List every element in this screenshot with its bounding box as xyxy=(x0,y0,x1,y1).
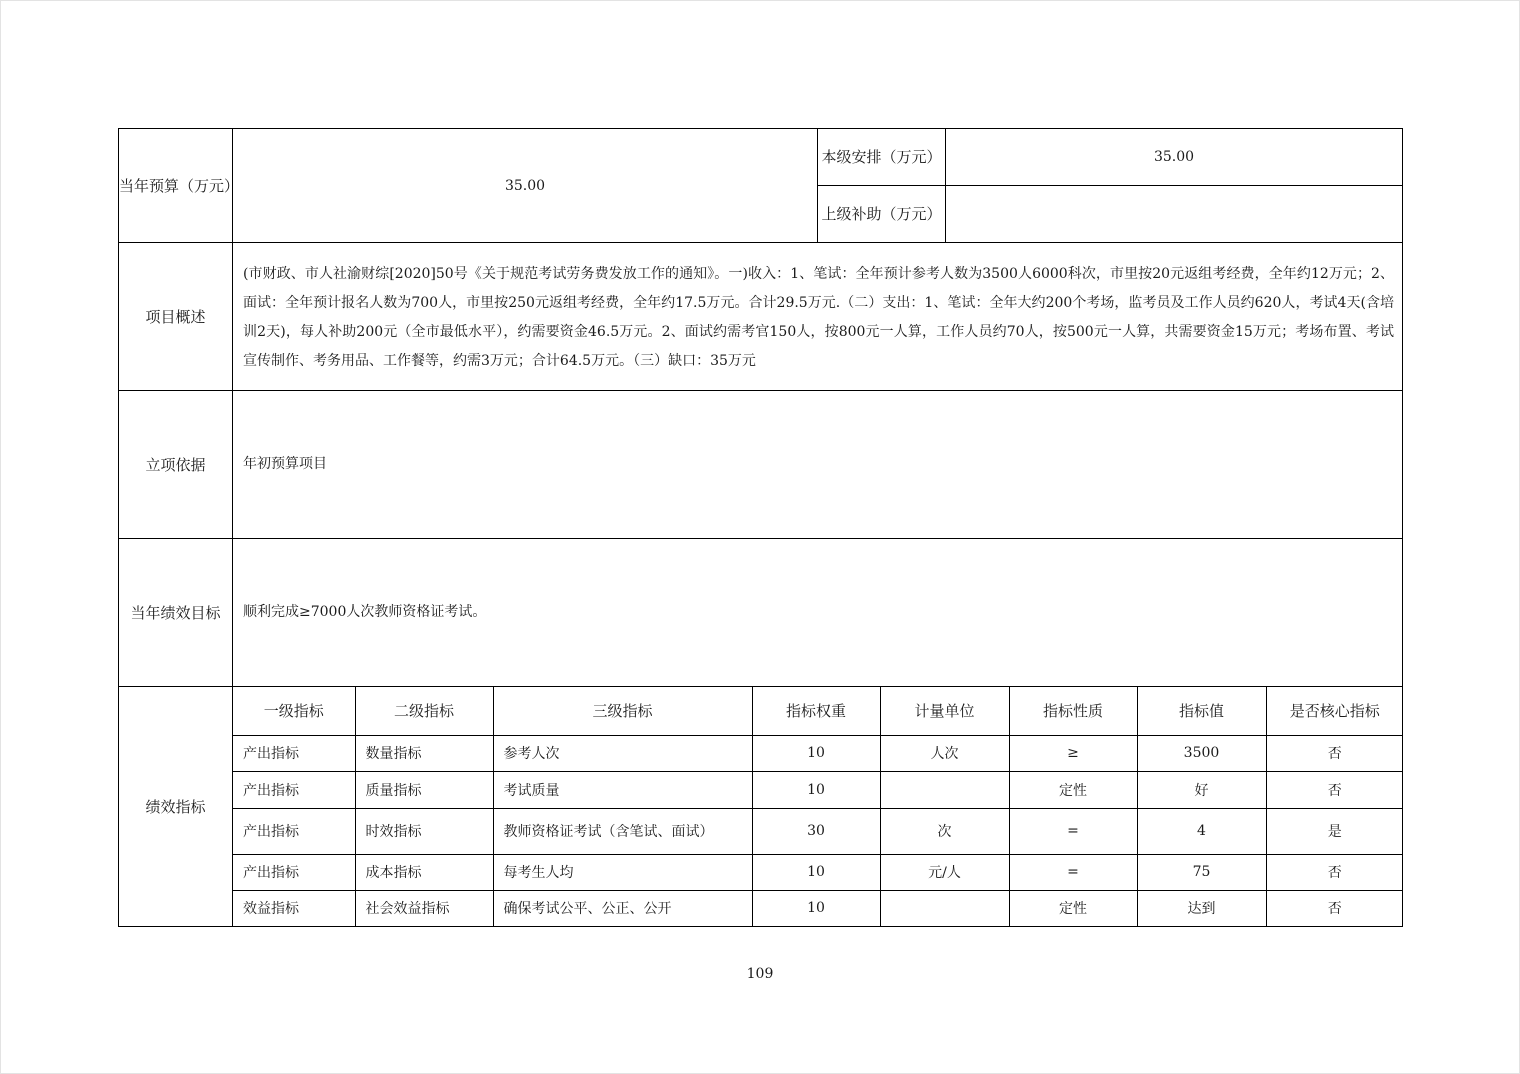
level1-cell: 产出指标 xyxy=(233,771,355,808)
header-level1: 一级指标 xyxy=(233,687,355,735)
core-cell: 否 xyxy=(1266,890,1403,926)
level2-cell: 数量指标 xyxy=(355,735,493,771)
level1-cell: 产出指标 xyxy=(233,854,355,890)
unit-cell: 人次 xyxy=(880,735,1009,771)
performance-goal-label: 当年绩效目标 xyxy=(119,539,233,687)
level2-cell: 质量指标 xyxy=(355,771,493,808)
nature-cell: = xyxy=(1009,808,1137,854)
unit-cell: 元/人 xyxy=(880,854,1009,890)
project-overview-label: 项目概述 xyxy=(119,243,233,391)
page-number: 109 xyxy=(746,966,774,982)
annual-budget-value: 35.00 xyxy=(233,129,818,243)
performance-indicators-label: 绩效指标 xyxy=(119,687,233,927)
value-cell: 达到 xyxy=(1137,890,1266,926)
value-cell: 3500 xyxy=(1137,735,1266,771)
nature-cell: ≥ xyxy=(1009,735,1137,771)
table-row xyxy=(233,771,1403,808)
table-row xyxy=(233,890,1403,926)
performance-goal-text: 顺利完成≥7000人次教师资格证考试。 xyxy=(233,539,1403,687)
header-weight: 指标权重 xyxy=(752,687,880,735)
level3-cell: 确保考试公平、公正、公开 xyxy=(493,890,752,926)
header-level3: 三级指标 xyxy=(493,687,752,735)
weight-cell: 10 xyxy=(752,735,880,771)
level3-cell: 每考生人均 xyxy=(493,854,752,890)
level3-cell: 教师资格证考试（含笔试、面试） xyxy=(493,808,752,854)
value-cell: 好 xyxy=(1137,771,1266,808)
unit-cell xyxy=(880,890,1009,926)
value-cell: 4 xyxy=(1137,808,1266,854)
local-allocation-label: 本级安排（万元） xyxy=(818,129,946,186)
level3-cell: 考试质量 xyxy=(493,771,752,808)
core-cell: 否 xyxy=(1266,771,1403,808)
table-row xyxy=(233,808,1403,854)
header-level2: 二级指标 xyxy=(355,687,493,735)
header-core: 是否核心指标 xyxy=(1266,687,1403,735)
weight-cell: 10 xyxy=(752,890,880,926)
indicator-table-cell xyxy=(233,687,1403,927)
weight-cell: 30 xyxy=(752,808,880,854)
weight-cell: 10 xyxy=(752,854,880,890)
unit-cell: 次 xyxy=(880,808,1009,854)
header-value: 指标值 xyxy=(1137,687,1266,735)
nature-cell: 定性 xyxy=(1009,771,1137,808)
level2-cell: 时效指标 xyxy=(355,808,493,854)
weight-cell: 10 xyxy=(752,771,880,808)
local-allocation-value: 35.00 xyxy=(946,129,1403,186)
core-cell: 否 xyxy=(1266,735,1403,771)
nature-cell: 定性 xyxy=(1009,890,1137,926)
level1-cell: 效益指标 xyxy=(233,890,355,926)
project-table xyxy=(118,128,1403,927)
table-row xyxy=(233,735,1403,771)
value-cell: 75 xyxy=(1137,854,1266,890)
project-overview-text: (市财政、市人社渝财综[2020]50号《关于规范考试劳务费发放工作的通知》。一)收入：1、笔试：全年预计参考人数为3500人6000科次，市里按20元返组考经费，全年约12万元；2、面试：全年预计报名人数为700人，市里按250元返组考经费，全年约17.5万元。合计29.5万元.（二）支出：1、笔试：全年大约200个考场，监考员及工作人员约620人，考试4天(含培训2天)，每人补助200元（全市最低水平），约需要资金46.5万元。2、面试约需考官150人，按800元一人算，工作人员约70人，按500元一人算，共需要资金15万元；考场布置、考试宣传制作、考务用品、工作餐等，约需3万元；合计64.5万元。（三）缺口：35万元 xyxy=(233,243,1403,391)
superior-subsidy-label: 上级补助（万元） xyxy=(818,186,946,243)
unit-cell xyxy=(880,771,1009,808)
header-nature: 指标性质 xyxy=(1009,687,1137,735)
project-basis-text: 年初预算项目 xyxy=(233,391,1403,539)
project-basis-label: 立项依据 xyxy=(119,391,233,539)
core-cell: 是 xyxy=(1266,808,1403,854)
core-cell: 否 xyxy=(1266,854,1403,890)
level1-cell: 产出指标 xyxy=(233,735,355,771)
indicator-table xyxy=(233,687,1403,926)
level3-cell: 参考人次 xyxy=(493,735,752,771)
annual-budget-label: 当年预算（万元） xyxy=(119,129,233,243)
header-unit: 计量单位 xyxy=(880,687,1009,735)
indicator-header-row xyxy=(233,687,1403,735)
superior-subsidy-value xyxy=(946,186,1403,243)
level2-cell: 社会效益指标 xyxy=(355,890,493,926)
table-row xyxy=(233,854,1403,890)
nature-cell: = xyxy=(1009,854,1137,890)
level2-cell: 成本指标 xyxy=(355,854,493,890)
level1-cell: 产出指标 xyxy=(233,808,355,854)
